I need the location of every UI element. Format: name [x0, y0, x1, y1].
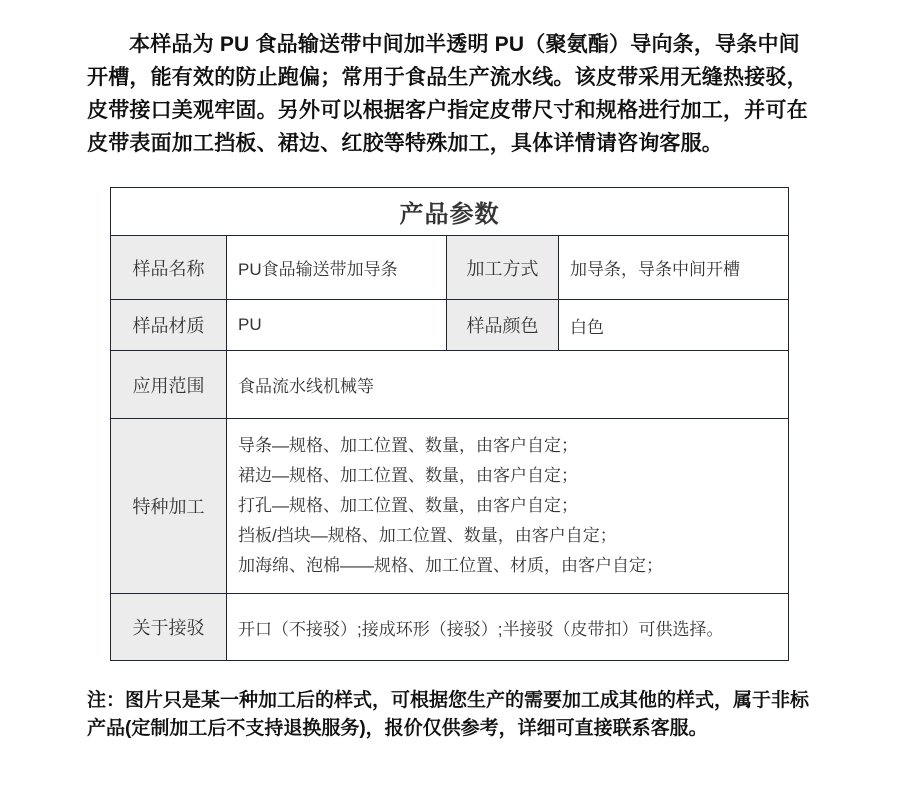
application-scope-label: 应用范围	[111, 351, 227, 419]
application-scope-value: 食品流水线机械等	[227, 351, 789, 419]
product-params-table	[110, 187, 789, 661]
sample-material-label: 样品材质	[111, 300, 227, 351]
table-row	[111, 419, 789, 594]
table-row	[111, 300, 789, 351]
special-processing-line: 加海绵、泡棉——规格、加工位置、材质，由客户自定；	[238, 556, 663, 575]
product-description-page	[0, 28, 900, 743]
splicing-option-label: 关于接驳	[111, 594, 227, 661]
sample-color-value: 白色	[559, 300, 789, 351]
sample-name-value: PU食品输送带加导条	[227, 236, 447, 300]
sample-material-value: PU	[227, 300, 447, 351]
special-processing-line: 挡板/挡块—规格、加工位置、数量，由客户自定；	[238, 526, 617, 545]
special-processing-label: 特种加工	[111, 419, 227, 594]
special-processing-line: 裙边—规格、加工位置、数量，由客户自定；	[238, 466, 578, 485]
table-row	[111, 351, 789, 419]
table-row	[111, 236, 789, 300]
table-row	[111, 594, 789, 661]
note-paragraph: 注：图片只是某一种加工后的样式，可根据您生产的需要加工成其他的样式，属于非标产品(定制加工后不支持退换服务)，报价仅供参考，详细可直接联系客服。	[87, 690, 810, 739]
intro-paragraph: 本样品为 PU 食品输送带中间加半透明 PU（聚氨酯）导向条，导条中间开槽，能有效的防止跑偏；常用于食品生产流水线。该皮带采用无缝热接驳，皮带接口美观牢固。另外可以根据客户指定皮带尺寸和规格进行加工，并可在皮带表面加工挡板、裙边、红胶等特殊加工，具体详情请咨询客服。	[87, 33, 808, 155]
table-title-row	[111, 188, 789, 236]
table-title: 产品参数	[111, 188, 789, 236]
sample-color-label: 样品颜色	[447, 300, 559, 351]
processing-method-label: 加工方式	[447, 236, 559, 300]
special-processing-line: 打孔—规格、加工位置、数量，由客户自定；	[238, 496, 578, 515]
special-processing-line: 导条—规格、加工位置、数量，由客户自定；	[238, 436, 578, 455]
processing-method-value: 加导条，导条中间开槽	[559, 236, 789, 300]
sample-name-label: 样品名称	[111, 236, 227, 300]
special-processing-value	[227, 419, 789, 594]
splicing-option-value: 开口（不接驳）;接成环形（接驳）;半接驳（皮带扣）可供选择。	[227, 594, 789, 661]
